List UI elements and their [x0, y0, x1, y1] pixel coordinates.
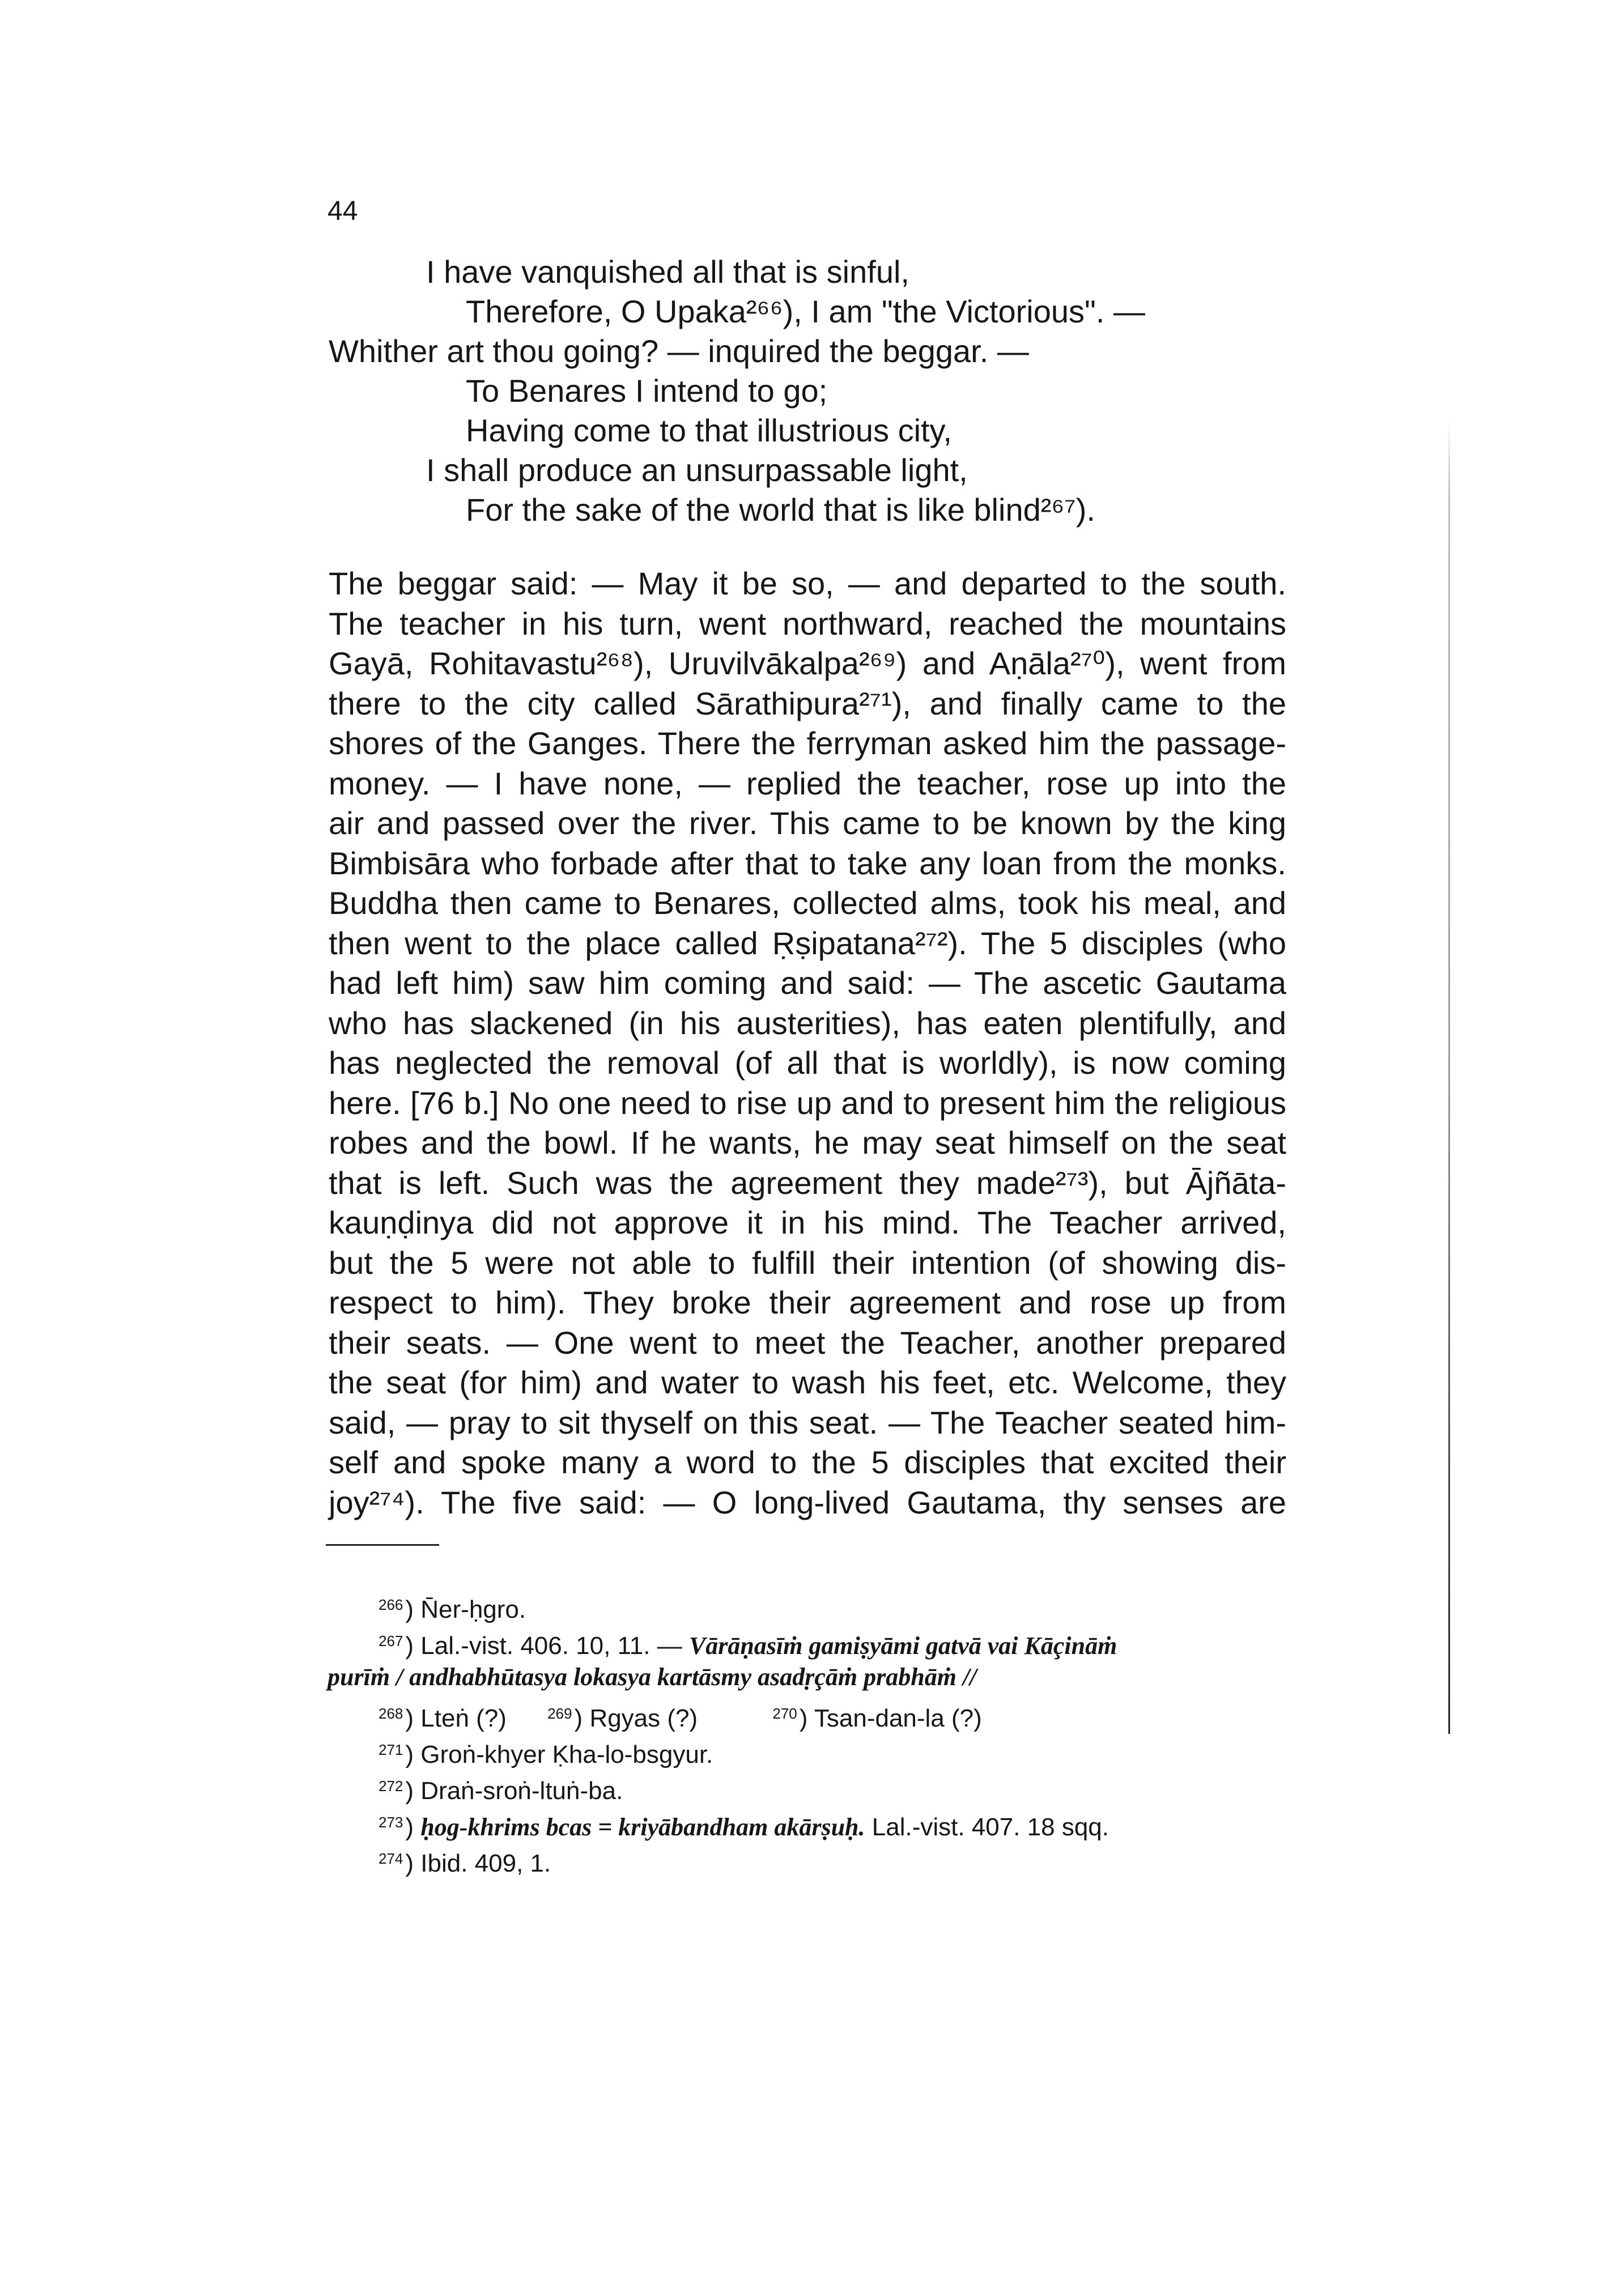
text-line: Gayā, Rohitavastu²⁶⁸), Uruvilvākalpa²⁶⁹) and Aṇāla²⁷⁰), went from	[329, 645, 1286, 681]
footnote-273: $^{273}$) ḥog-khrims bcas = kriyābandham akārṣuḥ. Lal.-vist. 407. 18 sqq.	[379, 1813, 1109, 1841]
footnote-text: Tsan-dan-la (?)	[814, 1704, 982, 1732]
text-line: there to the city called Sārathipura²⁷¹), and finally came to the	[329, 685, 1286, 721]
text-line: shores of the Ganges. There the ferryman asked him the passage-	[329, 725, 1286, 761]
text-line: their seats. — One went to meet the Teacher, another prepared	[329, 1324, 1286, 1360]
footnote-text: Lal.-vist. 407. 18 sqq.	[871, 1813, 1109, 1841]
footnote-267-continued	[328, 1659, 1291, 1695]
text-line: who has slackened (in his austerities), has eaten plentifully, and	[329, 1005, 1286, 1041]
footnote-number: 266	[379, 1596, 403, 1613]
footnote-271: $^{271}$) Groṅ-khyer Ḳha-lo-bsgyur.	[379, 1741, 713, 1768]
footnote-sanskrit: purīṁ / andhabhūtasya lokasya kartāsmy asadṛçāṁ prabhāṁ //	[328, 1663, 977, 1691]
text-line: but the 5 were not able to fulfill their intention (of showing dis-	[329, 1244, 1286, 1281]
text-line: then went to the place called Ṛṣipatana²⁷²). The 5 disciples (who	[329, 925, 1286, 961]
footnote-divider	[326, 1544, 439, 1546]
text-line: self and spoke many a word to the 5 disciples that excited their	[329, 1444, 1286, 1480]
verse-line: To Benares I intend to go;	[466, 373, 828, 409]
footnote-number: 273	[379, 1814, 403, 1831]
footnote-text: Draṅ-sroṅ-ltuṅ-ba.	[420, 1777, 623, 1805]
verse-line: For the sake of the world that is like blind²⁶⁷).	[466, 492, 1095, 528]
verse-line: I shall produce an unsurpassable light,	[426, 452, 968, 488]
footnote-number: 271	[379, 1741, 403, 1758]
footnote-267: $^{267}$) Lal.-vist. 406. 10, 11. — Vārāṇasīṁ gamiṣyāmi gatvā vai Kāçināṁ	[379, 1632, 1117, 1660]
text-line: The beggar said: — May it be so, — and departed to the south.	[329, 566, 1286, 601]
footnote-text: N̄er-ḥgro.	[420, 1596, 526, 1623]
body-text	[329, 564, 1286, 1523]
text-line: The teacher in his turn, went northward, reached the mountains	[329, 605, 1286, 641]
verse-block	[329, 252, 1145, 530]
verse-line: Having come to that illustrious city,	[466, 413, 952, 448]
text-line: had left him) saw him coming and said: — The ascetic Gautama	[329, 965, 1286, 1001]
footnotes	[328, 1587, 1291, 1877]
scan-edge-line	[1448, 419, 1450, 1734]
text-line: respect to him). They broke their agreement and rose up from	[329, 1285, 1286, 1320]
footnote-text: Ibid. 409, 1.	[420, 1849, 551, 1877]
footnote-number: 274	[379, 1850, 403, 1867]
footnote-number: 272	[379, 1778, 403, 1795]
footnote-sanskrit: Vārāṇasīṁ gamiṣyāmi gatvā vai Kāçināṁ	[688, 1632, 1117, 1660]
text-line: the seat (for him) and water to wash his feet, etc. Welcome, they	[329, 1364, 1286, 1400]
footnote-text: Lteṅ (?)	[420, 1704, 507, 1732]
footnote-number: 269	[547, 1705, 572, 1722]
footnote-number: 270	[772, 1705, 797, 1722]
footnote-number: 268	[379, 1705, 403, 1722]
page-number: 44	[328, 196, 358, 226]
dialogue-line: Whither art thou going? — inquired the beggar. —	[329, 333, 1029, 369]
footnote-268-270: $^{268}$) Lteṅ (?) $^{269}$) Rgyas (?) $^{270}$) Tsan-dan-la (?)	[379, 1704, 982, 1732]
text-line: robes and the bowl. If he wants, he may seat himself on the seat	[329, 1125, 1286, 1160]
text-line: has neglected the removal (of all that is worldly), is now coming	[329, 1045, 1286, 1081]
text-line: kauṇḍinya did not approve it in his mind. The Teacher arrived,	[329, 1205, 1286, 1240]
footnote-sanskrit: ḥog-khrims bcas = kriyābandham akārṣuḥ.	[420, 1813, 865, 1841]
verse-line: I have vanquished all that is sinful,	[426, 254, 909, 290]
footnote-text: Rgyas (?)	[589, 1704, 698, 1732]
footnote-266: $^{266}$) N̄er-ḥgro.	[379, 1596, 526, 1623]
footnote-text: Lal.-vist. 406. 10, 11. —	[420, 1632, 682, 1660]
footnote-text: Groṅ-khyer Ḳha-lo-bsgyur.	[420, 1741, 713, 1768]
footnote-272: $^{272}$) Draṅ-sroṅ-ltuṅ-ba.	[379, 1777, 623, 1805]
text-line: said, — pray to sit thyself on this seat. — The Teacher seated him-	[329, 1404, 1286, 1440]
text-line: joy²⁷⁴). The five said: — O long-lived Gautama, thy senses are	[329, 1484, 1286, 1520]
verse-line: Therefore, O Upaka²⁶⁶), I am "the Victorious". —	[466, 294, 1146, 329]
text-line: Bimbisāra who forbade after that to take any loan from the monks.	[329, 845, 1286, 881]
footnote-274: $^{274}$) Ibid. 409, 1.	[379, 1849, 551, 1877]
text-line: air and passed over the river. This came to be known by the king	[329, 805, 1286, 841]
text-line: here. [76 b.] No one need to rise up and to present him the religious	[329, 1085, 1286, 1121]
text-line: money. — I have none, — replied the teacher, rose up into the	[329, 765, 1286, 801]
text-line: that is left. Such was the agreement they made²⁷³), but Ājñāta-	[329, 1164, 1286, 1201]
text-line: Buddha then came to Benares, collected alms, took his meal, and	[329, 885, 1286, 921]
footnote-number: 267	[379, 1632, 403, 1649]
